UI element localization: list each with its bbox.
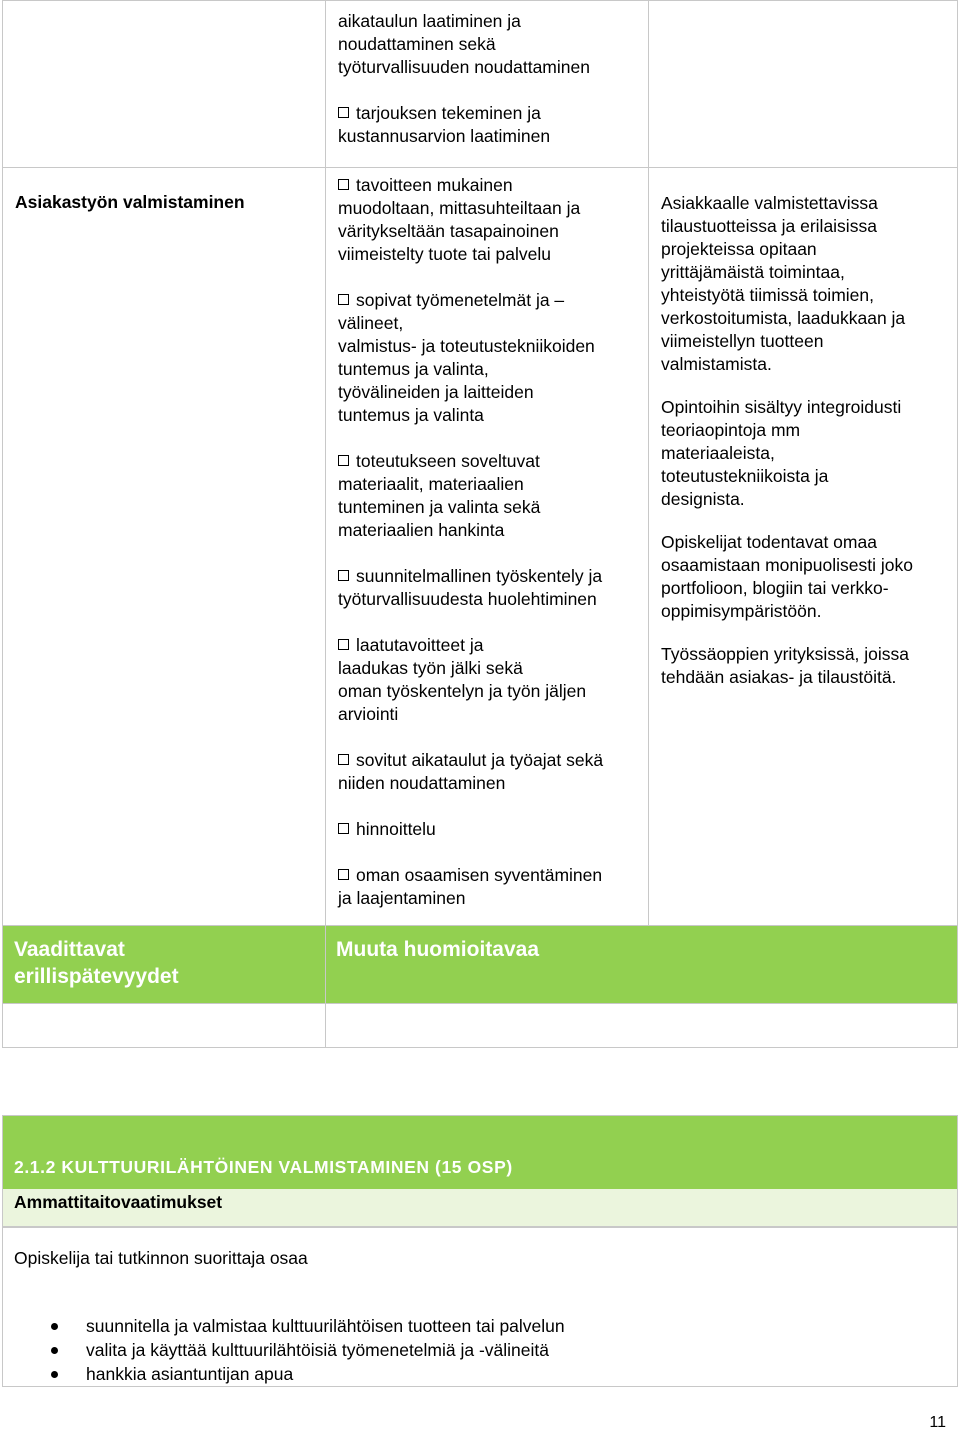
checkbox-icon bbox=[338, 570, 349, 581]
cell-empty bbox=[326, 1004, 958, 1048]
list-item: suunnitella ja valmistaa kulttuurilähtöisen tuotteen tai palvelun bbox=[3, 1314, 565, 1338]
checkbox-item: tavoitteen mukainen muodoltaan, mittasuhteiltaan ja väritykseltään tasapainoinen viimeistelty tuote tai palvelu bbox=[338, 175, 581, 264]
checkbox-icon bbox=[338, 294, 349, 305]
checkbox-item: oman osaamisen syventäminen ja laajentaminen bbox=[338, 865, 603, 908]
checkbox-icon bbox=[338, 823, 349, 834]
cell-notes bbox=[649, 168, 958, 926]
cell-empty bbox=[649, 1, 958, 168]
section-subheader bbox=[2, 1189, 958, 1227]
checkbox-item: laatutavoitteet ja laadukas työn jälki sekä oman työskentelyn ja työn jäljen arviointi bbox=[338, 635, 587, 724]
bullet-list bbox=[3, 1314, 565, 1386]
cell-unit-title bbox=[3, 168, 326, 926]
notes-paragraph: Asiakkaalle valmistettavissa tilaustuotteissa ja erilaisissa projekteissa opitaan yrittäjämäistä toimintaa, yhteistyötä tiimissä toimien, verkostoitumista, laadukkaan ja viimeistellyn tuotteen valmistamista. bbox=[661, 193, 906, 374]
cell-empty bbox=[3, 1, 326, 168]
table-row bbox=[3, 926, 958, 1004]
notes-paragraph: Työssäoppien yrityksissä, joissa tehdään asiakas- ja tilaustöitä. bbox=[661, 644, 910, 687]
cell-empty bbox=[3, 1004, 326, 1048]
section-lead: Opiskelija tai tutkinnon suorittaja osaa bbox=[14, 1248, 308, 1268]
cell-skill-list bbox=[326, 168, 649, 926]
page-number: 11 bbox=[929, 1414, 946, 1431]
checkbox-item: toteutukseen soveltuvat materiaalit, materiaalien tunteminen ja valinta sekä materiaalien hankinta bbox=[338, 451, 541, 540]
section-subtitle: Ammattitaitovaatimukset bbox=[14, 1192, 223, 1212]
section-body bbox=[2, 1227, 958, 1387]
bullet-icon bbox=[51, 1371, 58, 1378]
bullet-icon bbox=[51, 1323, 58, 1330]
checkbox-item: sopivat työmenetelmät ja – välineet, valmistus- ja toteutustekniikoiden tuntemus ja valinta, työvälineiden ja laitteiden tuntemus ja valinta bbox=[338, 290, 595, 425]
table-row bbox=[3, 168, 958, 926]
checkbox-item: sovitut aikataulut ja työajat sekä niiden noudattaminen bbox=[338, 750, 604, 793]
table-row bbox=[3, 1004, 958, 1048]
section-title: 2.1.2 KULTTUURILÄHTÖINEN VALMISTAMINEN (15 OSP) bbox=[14, 1157, 513, 1177]
unit-title: Asiakastyön valmistaminen bbox=[15, 192, 245, 212]
list-item: valita ja käyttää kulttuurilähtöisiä työmenetelmiä ja -välineitä bbox=[3, 1338, 565, 1362]
checkbox-icon bbox=[338, 179, 349, 190]
checkbox-item: hinnoittelu bbox=[338, 818, 638, 841]
checkbox-icon bbox=[338, 107, 349, 118]
header-other-notes: Muuta huomioitavaa bbox=[326, 926, 958, 1004]
section-header bbox=[2, 1115, 958, 1189]
checkbox-item: tarjouksen tekeminen ja kustannusarvion laatiminen bbox=[338, 103, 551, 146]
skills-para: aikataulun laatiminen ja noudattaminen sekä työturvallisuuden noudattaminen bbox=[338, 11, 590, 77]
bullet-icon bbox=[51, 1347, 58, 1354]
checkbox-item: suunnitelmallinen työskentely ja työturvallisuudesta huolehtiminen bbox=[338, 566, 603, 609]
checkbox-icon bbox=[338, 639, 349, 650]
checkbox-icon bbox=[338, 455, 349, 466]
checkbox-icon bbox=[338, 754, 349, 765]
competence-table bbox=[2, 0, 958, 1048]
list-item: hankkia asiantuntijan apua bbox=[3, 1362, 565, 1386]
table-row bbox=[3, 1, 958, 168]
notes-paragraph: Opintoihin sisältyy integroidusti teoriaopintoja mm materiaaleista, toteutustekniikoista ja designista. bbox=[661, 397, 902, 509]
notes-paragraph: Opiskelijat todentavat omaa osaamistaan monipuolisesti joko portfolioon, blogiin tai verkko- oppimisympäristöön. bbox=[661, 532, 913, 621]
header-required-qualifications: Vaadittavat erillispätevyydet bbox=[3, 926, 326, 1004]
cell-skills bbox=[326, 1, 649, 168]
checkbox-icon bbox=[338, 869, 349, 880]
